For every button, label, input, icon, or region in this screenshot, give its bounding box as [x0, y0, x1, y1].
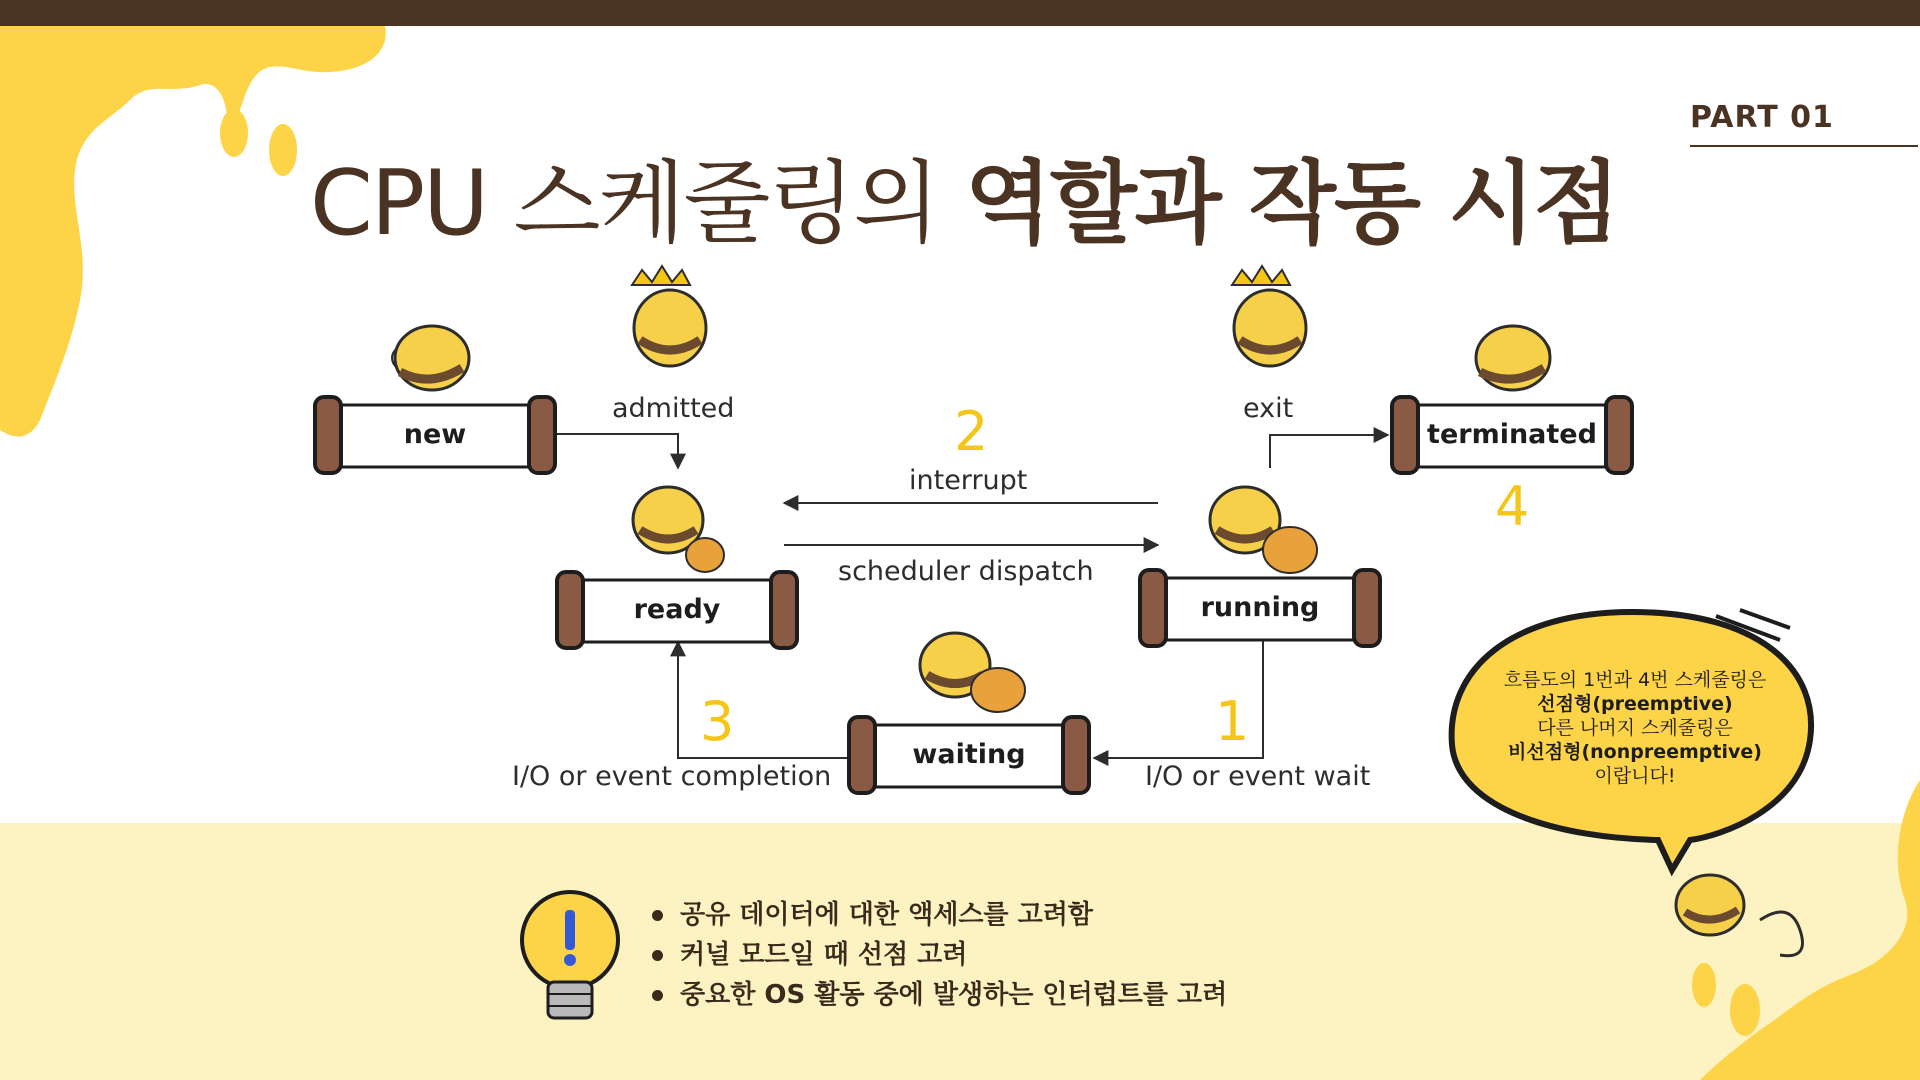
bubble-text — [1470, 668, 1800, 788]
bee-icon-flying — [1676, 875, 1803, 956]
label-io-completion: I/O or event completion — [512, 761, 832, 792]
bubble-line-2: 선점형(preemptive) — [1537, 693, 1733, 715]
label-io-wait: I/O or event wait — [1145, 761, 1371, 792]
marker-3: 3 — [700, 690, 735, 753]
marker-2: 2 — [954, 400, 989, 463]
bee-icon-terminated — [1476, 326, 1550, 390]
state-waiting: waiting — [912, 739, 1026, 770]
state-running: running — [1200, 592, 1320, 623]
label-exit: exit — [1243, 393, 1294, 424]
bee-queen-icon-left — [632, 266, 706, 366]
note-item: 커널 모드일 때 선점 고려 — [650, 935, 1227, 975]
state-terminated: terminated — [1427, 419, 1597, 450]
note-item: 공유 데이터에 대한 액세스를 고려함 — [650, 895, 1227, 935]
marker-1: 1 — [1215, 690, 1250, 753]
light-bulb-icon — [522, 892, 618, 1018]
part-label: PART 01 — [1690, 100, 1834, 135]
label-interrupt: interrupt — [909, 465, 1028, 496]
arrow-exit — [1270, 435, 1388, 468]
label-scheduler-dispatch: scheduler dispatch — [838, 556, 1094, 587]
bee-honey-icon-waiting — [920, 633, 1025, 712]
bee-queen-icon-right — [1232, 266, 1306, 366]
title-regular: CPU 스케줄링의 — [310, 151, 939, 256]
bubble-line-4: 비선점형(nonpreemptive) — [1508, 741, 1762, 763]
bubble-line-1: 흐름도의 1번과 4번 스케줄링은 — [1503, 669, 1767, 691]
bubble-line-5: 이랍니다! — [1594, 765, 1676, 787]
bee-honey-icon-running — [1210, 487, 1317, 573]
state-ready: ready — [633, 594, 721, 625]
notes-list — [650, 895, 1227, 1015]
state-new: new — [403, 419, 467, 450]
label-admitted: admitted — [612, 393, 735, 424]
marker-4: 4 — [1495, 475, 1530, 538]
note-item: 중요한 OS 활동 중에 발생하는 인터럽트를 고려 — [650, 975, 1227, 1015]
bee-honey-icon-ready — [633, 487, 724, 572]
bubble-line-3: 다른 나머지 스케줄링은 — [1537, 717, 1733, 739]
arrow-admitted — [555, 434, 678, 468]
bee-icon-new — [392, 326, 469, 390]
title-bold: 역할과 작동 시점 — [964, 151, 1619, 256]
